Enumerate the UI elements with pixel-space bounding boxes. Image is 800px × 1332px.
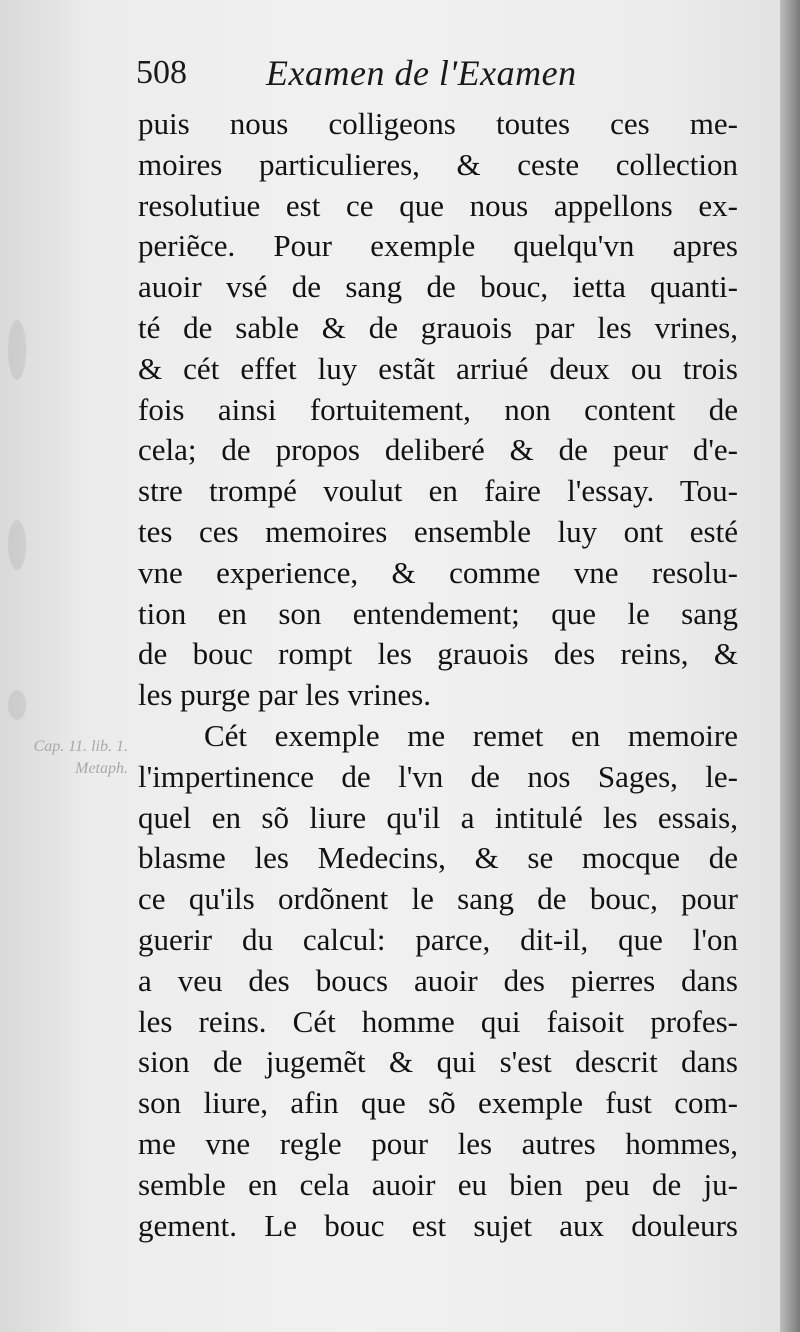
text-line: moires particulieres, & ceste collection [138, 146, 738, 182]
text-line: les reins. Cét homme qui faisoit profes- [138, 1003, 738, 1039]
show-through-mark [8, 320, 26, 380]
text-line: resolutiue est ce que nous appellons ex- [138, 187, 738, 223]
text-line: me vne regle pour les autres hommes, [138, 1125, 738, 1161]
text-line: blasme les Medecins, & se mocque de [138, 840, 738, 876]
text-line: gement. Le bouc est sujet aux douleurs [138, 1207, 738, 1243]
running-head: Examen de l'Examen [266, 53, 577, 93]
text-line: a veu des boucs auoir des pierres dans [138, 962, 738, 998]
text-line: vne experience, & comme vne resolu- [138, 554, 738, 590]
text-line: puis nous colligeons toutes ces me- [138, 106, 738, 141]
text-line: guerir du calcul: parce, dit-il, que l'on [138, 921, 738, 957]
text-line: quel en sõ liure qu'il a intitulé les essais, [138, 799, 738, 835]
text-line: ce qu'ils ordõnent le sang de bouc, pour [138, 881, 738, 917]
margin-note: Cap. 11. lib. 1. Metaph. [33, 738, 128, 777]
text-line-paragraph-end: les purge par les vrines. [138, 677, 431, 713]
text-line: té de sable & de grauois par les vrines, [138, 309, 738, 345]
text-line: auoir vsé de sang de bouc, ietta quanti- [138, 269, 738, 305]
text-line: fois ainsi fortuitement, non content de [138, 391, 738, 427]
text-line: periẽce. Pour exemple quelqu'vn apres [138, 228, 738, 264]
text-line: de bouc rompt les grauois des reins, & [138, 636, 738, 672]
page-edge-shadow [780, 0, 800, 1332]
text-line: & cét effet luy estãt arriué deux ou trois [138, 350, 738, 386]
text-line: tes ces memoires ensemble luy ont esté [138, 513, 738, 549]
text-line-paragraph-start: Cét exemple me remet en memoire [204, 717, 738, 753]
text-line: semble en cela auoir eu bien peu de ju- [138, 1166, 738, 1202]
text-line: stre trompé voulut en faire l'essay. Tou- [138, 473, 738, 509]
body-text [138, 104, 738, 1246]
text-line: sion de jugemẽt & qui s'est descrit dans [138, 1044, 738, 1080]
text-line: l'impertinence de l'vn de nos Sages, le- [138, 758, 738, 794]
text-line: tion en son entendement; que le sang [138, 595, 738, 631]
page-header [136, 50, 736, 100]
show-through-mark [8, 520, 26, 570]
show-through-mark [8, 690, 26, 720]
text-line: cela; de propos deliberé & de peur d'e- [138, 432, 738, 468]
text-line: son liure, afin que sõ exemple fust com- [138, 1085, 738, 1121]
page-number: 508 [136, 54, 187, 91]
